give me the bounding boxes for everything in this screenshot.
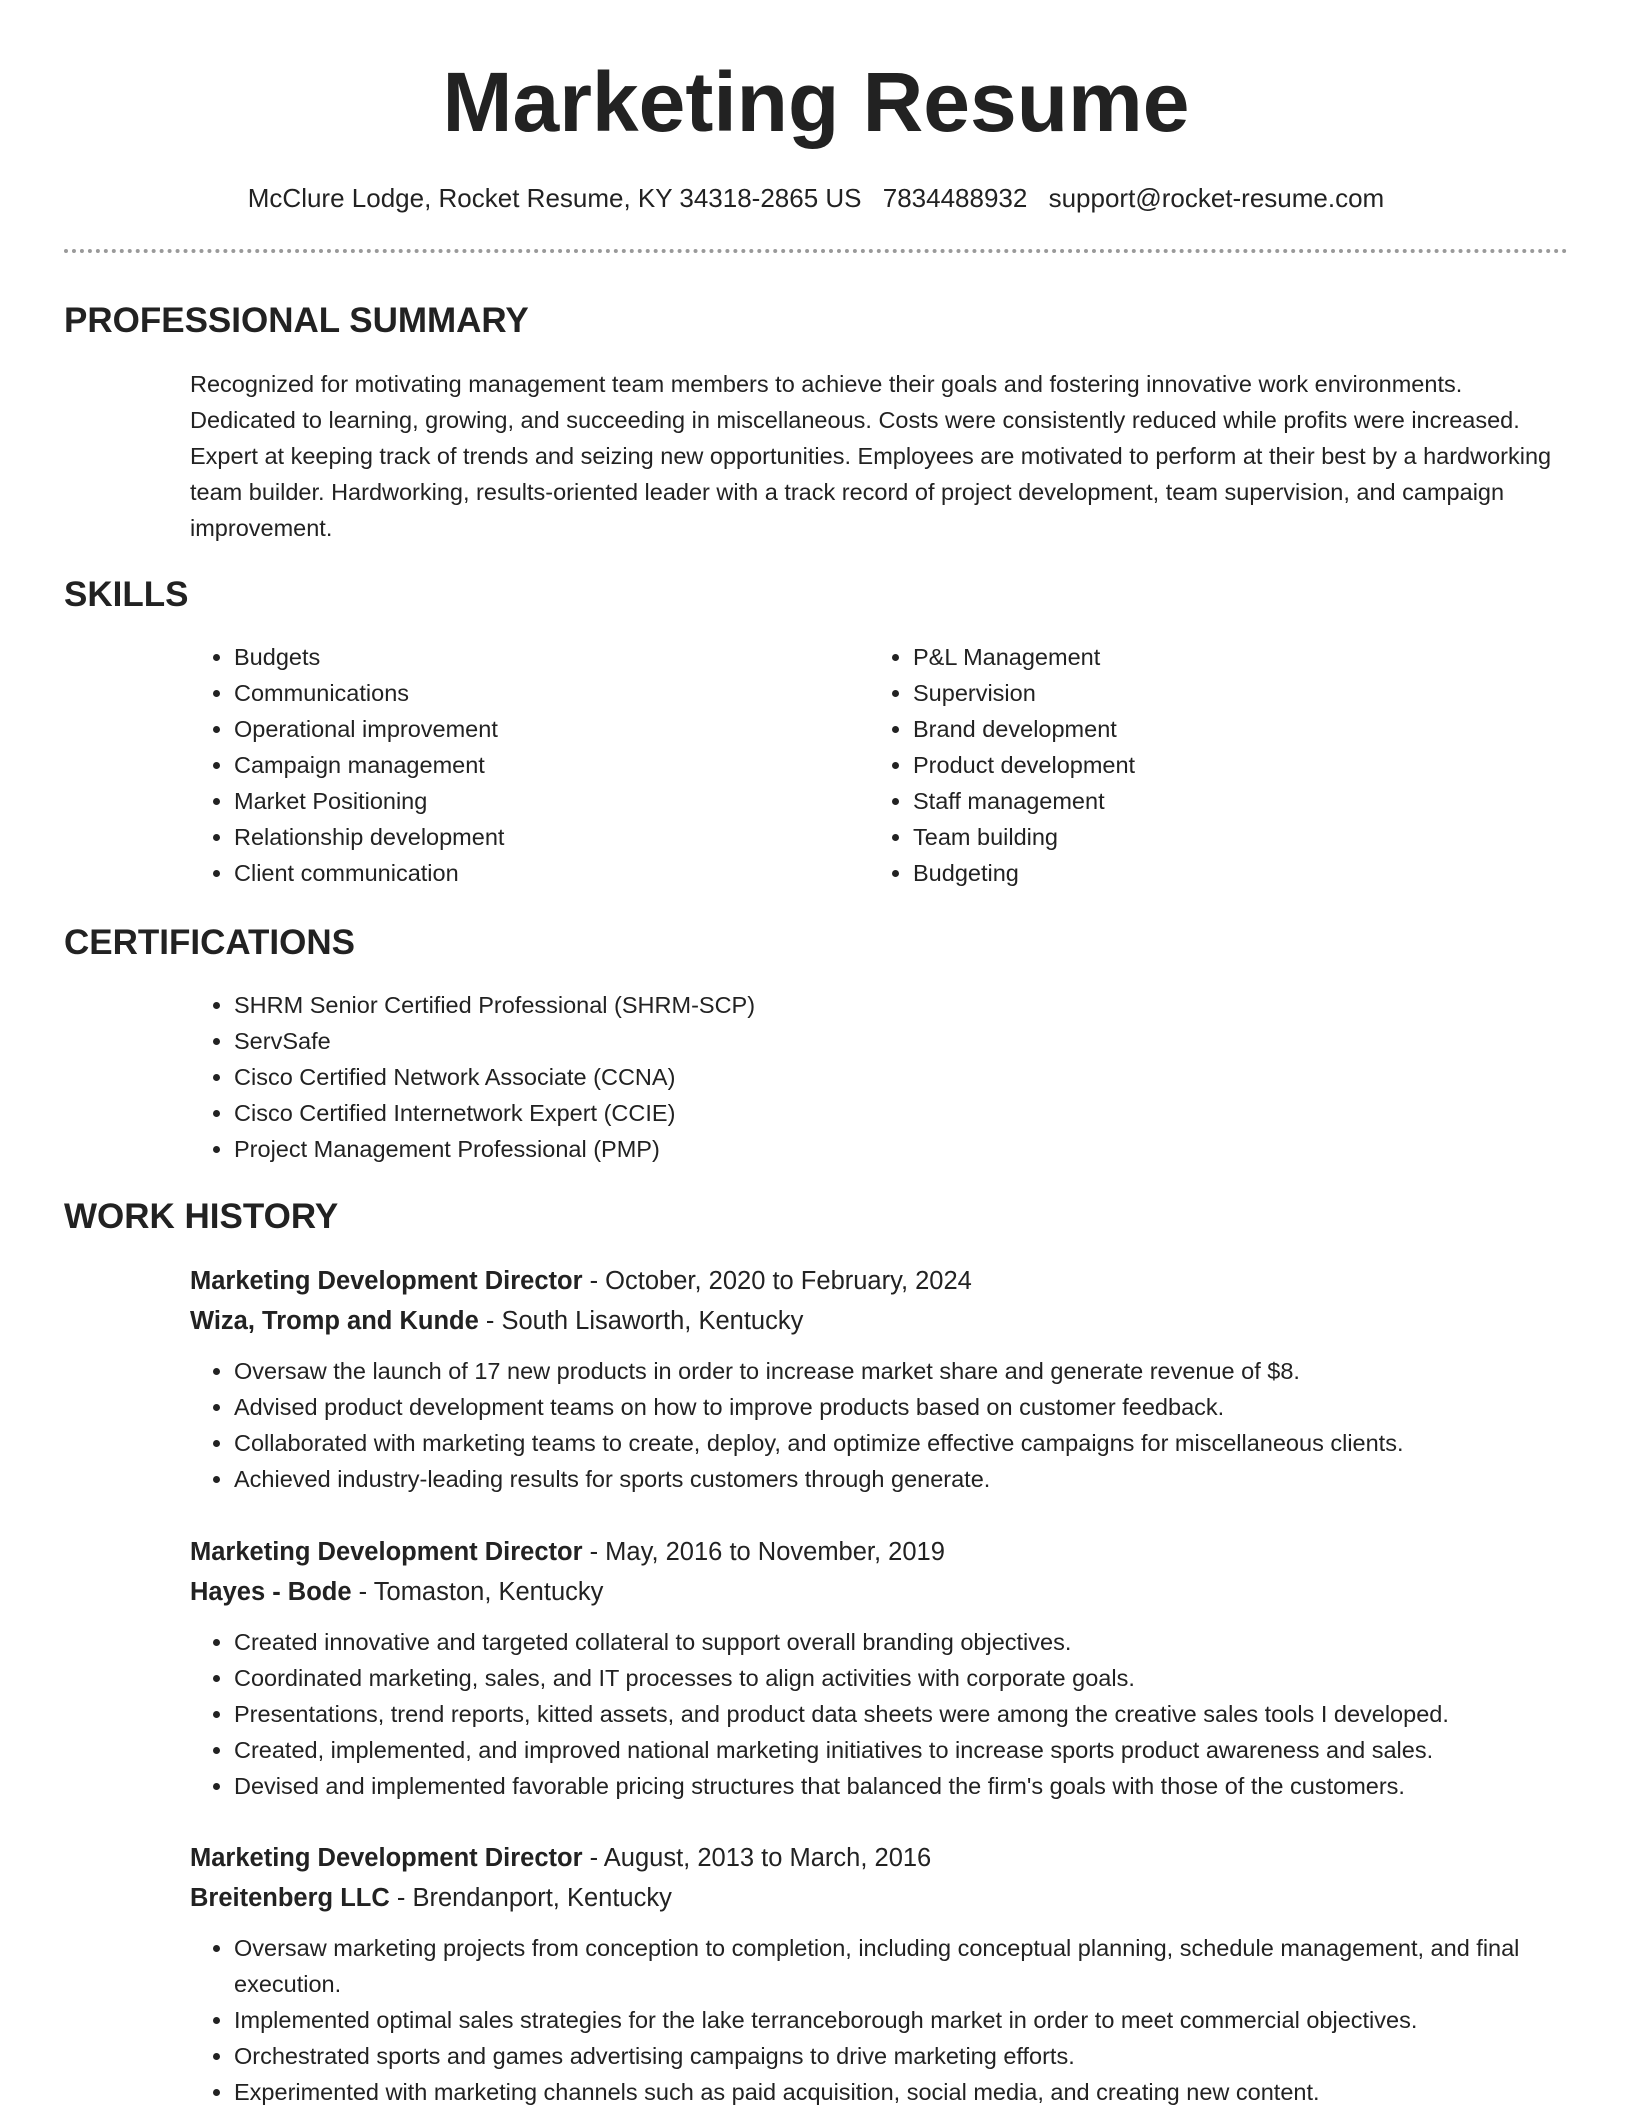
certification-item: • SHRM Senior Certified Professional (SHRM-SCP) <box>234 987 755 1023</box>
job-bullet: • Implemented optimal sales strategies for the lake terranceborough market in order to meet commercial objectives. <box>234 2002 1568 2038</box>
job-title-line <box>190 1261 1568 1301</box>
job-title-line <box>190 1532 1568 1572</box>
contact-phone: 7834488932 <box>882 183 1028 213</box>
skill-item: • Communications <box>234 675 504 711</box>
job-dates: - May, 2016 to November, 2019 <box>582 1538 945 1566</box>
job-bullet: • Oversaw the launch of 17 new products in order to increase market share and generate revenue of $8. <box>234 1353 1568 1389</box>
section-heading-skills: SKILLS <box>64 575 189 614</box>
job-title: Marketing Development Director <box>190 1538 583 1566</box>
section-heading-summary: PROFESSIONAL SUMMARY <box>64 301 529 340</box>
job-company-line <box>190 1572 1568 1612</box>
skills-left-column <box>190 639 504 891</box>
job-bullets <box>190 1624 1568 1804</box>
job-company-line <box>190 1878 1568 1918</box>
job-bullet: • Achieved industry-leading results for sports customers through generate. <box>234 1461 1568 1497</box>
skill-item: • Client communication <box>234 855 504 891</box>
skill-item: • Operational improvement <box>234 711 504 747</box>
contact-info <box>64 178 1568 218</box>
job-title: Marketing Development Director <box>190 1844 583 1872</box>
contact-address: McClure Lodge, Rocket Resume, KY 34318-2865 US <box>247 183 862 213</box>
header-divider <box>64 249 1568 253</box>
job-company: Wiza, Tromp and Kunde <box>190 1307 479 1335</box>
skill-item: • Budgets <box>234 639 504 675</box>
skills-right-column <box>869 639 1135 891</box>
skill-item: • P&L Management <box>913 639 1135 675</box>
skill-item: • Team building <box>913 819 1135 855</box>
summary-text: Recognized for motivating management team members to achieve their goals and fostering innovative work environments. Dedicated to learning, growing, and succeeding in miscellaneous. Costs were consistently reduced while profits were increased. Expert at keeping track of trends and seizing new opportunities. Employees are motivated to perform at their best by a hardworking team builder. Hardworking, results-oriented leader with a track record of project development, team supervision, and campaign improvement. <box>190 371 1552 541</box>
job-bullet: • Presentations, trend reports, kitted assets, and product data sheets were among the creative sales tools I developed. <box>234 1696 1568 1732</box>
section-heading-work-history: WORK HISTORY <box>64 1197 339 1236</box>
certification-item: • Cisco Certified Internetwork Expert (CCIE) <box>234 1095 755 1131</box>
skill-item: • Brand development <box>913 711 1135 747</box>
skill-item: • Market Positioning <box>234 783 504 819</box>
job-bullet: • Oversaw marketing projects from conception to completion, including conceptual planning, schedule management, and final execution. <box>234 1930 1568 2002</box>
skill-item: • Staff management <box>913 783 1135 819</box>
job-title: Marketing Development Director <box>190 1267 583 1295</box>
contact-email: support@rocket-resume.com <box>1048 183 1385 213</box>
job-company: Hayes - Bode <box>190 1578 352 1606</box>
certifications-list <box>190 987 755 1167</box>
skill-item: • Relationship development <box>234 819 504 855</box>
job-company-line <box>190 1301 1568 1341</box>
section-heading-certifications: CERTIFICATIONS <box>64 923 356 962</box>
skill-item: • Budgeting <box>913 855 1135 891</box>
certification-item: • ServSafe <box>234 1023 755 1059</box>
skill-item: • Supervision <box>913 675 1135 711</box>
job-entry <box>190 1838 1568 2110</box>
job-bullet: • Experimented with marketing channels such as paid acquisition, social media, and creating new content. <box>234 2074 1568 2110</box>
job-entry <box>190 1532 1568 1804</box>
job-bullet: • Orchestrated sports and games advertising campaigns to drive marketing efforts. <box>234 2038 1568 2074</box>
job-location: - Brendanport, Kentucky <box>389 1884 672 1912</box>
job-bullets <box>190 1930 1568 2110</box>
job-entry <box>190 1261 1568 1497</box>
job-dates: - August, 2013 to March, 2016 <box>582 1844 932 1872</box>
resume-title: Marketing Resume <box>442 55 1190 149</box>
job-dates: - October, 2020 to February, 2024 <box>582 1267 972 1295</box>
job-bullet: • Created, implemented, and improved national marketing initiatives to increase sports product awareness and sales. <box>234 1732 1568 1768</box>
job-bullet: • Advised product development teams on how to improve products based on customer feedback. <box>234 1389 1568 1425</box>
certification-item: • Project Management Professional (PMP) <box>234 1131 755 1167</box>
job-title-line <box>190 1838 1568 1878</box>
job-company: Breitenberg LLC <box>190 1884 390 1912</box>
job-bullet: • Devised and implemented favorable pricing structures that balanced the firm's goals with those of the customers. <box>234 1768 1568 1804</box>
job-bullet: • Coordinated marketing, sales, and IT processes to align activities with corporate goals. <box>234 1660 1568 1696</box>
skill-item: • Product development <box>913 747 1135 783</box>
job-location: - Tomaston, Kentucky <box>351 1578 604 1606</box>
job-bullets <box>190 1353 1568 1497</box>
certification-item: • Cisco Certified Network Associate (CCNA) <box>234 1059 755 1095</box>
skill-item: • Campaign management <box>234 747 504 783</box>
job-bullet: • Created innovative and targeted collateral to support overall branding objectives. <box>234 1624 1568 1660</box>
job-bullet: • Collaborated with marketing teams to create, deploy, and optimize effective campaigns for miscellaneous clients. <box>234 1425 1568 1461</box>
job-location: - South Lisaworth, Kentucky <box>478 1307 804 1335</box>
